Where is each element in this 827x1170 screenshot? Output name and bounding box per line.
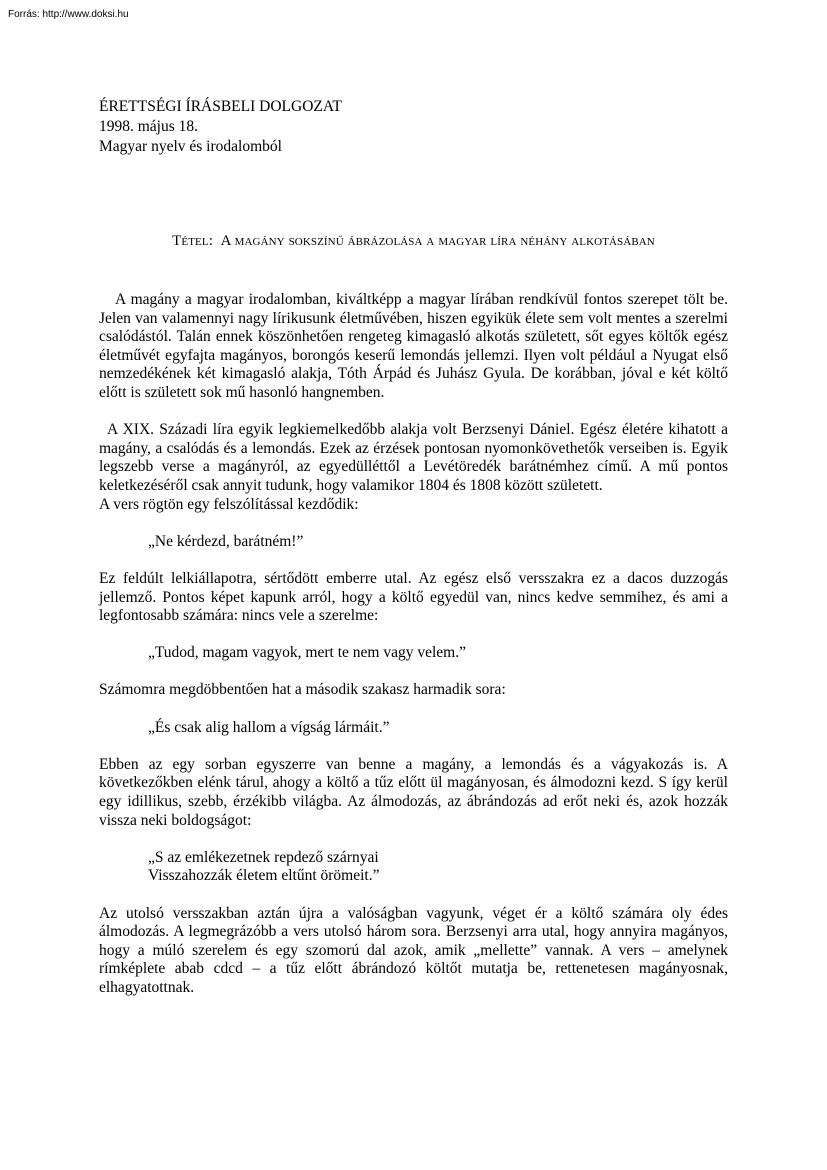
essay-body <box>99 291 728 998</box>
quote-4-line-2: Visszahozzák életem eltűnt örömeit.” <box>148 867 380 885</box>
paragraph-5: Ebben az egy sorban egyszerre van benne a magány, a lemondás és a vágyakozás is. A következőkben elénk tárul, ahogy a költő a tűz előtt ül magányosan, és álmodozni kezd. S így kerül egy idillikus, szebb, érzékibb világba. Az álmodozás, az ábrándozás ad erőt neki és, azok hozzák vissza neki boldogságot: <box>99 755 728 829</box>
paragraph-6: Az utolsó versszakban aztán újra a valóságban vagyunk, véget ér a költő számára oly édes álmodozás. A legmegrázóbb a vers utolsó három sora. Berzsenyi arra utal, hogy annyira magányos, hogy a múló szerelem és egy szomorú dal azok, amik „mellette” vannak. A vers – amelynek rímképlete abab cdcd – a tűz előtt ábrándozó költőt mutatja be, rettenetesen magányosnak, elhagyatottnak. <box>99 904 728 996</box>
header-subject: Magyar nyelv és irodalomból <box>99 138 282 155</box>
paragraph-3: Ez feldúlt lelkiállapotra, sértődött emberre utal. Az egész első versszakra ez a dacos duzzogás jellemző. Pontos képet kapunk arról, hogy a költő egyedül van, nincs kedve semmihez, és ami a legfontosabb számára: nincs vele a szerelme: <box>99 569 728 625</box>
document-header <box>99 97 342 157</box>
quote-2: „Tudod, magam vagyok, mert te nem vagy velem.” <box>148 644 466 662</box>
paragraph-4: Számomra megdöbbentően hat a második szakasz harmadik sora: <box>99 681 506 699</box>
paragraph-2: A XIX. Századi líra egyik legkiemelkedőbb alakja volt Berzsenyi Dániel. Egész életére kihatott a magány, a csalódás és a lemondás. Ezek az érzések pontosan nyomonkövethetők verseiben is. Egyik legszebb verse a magányról, az egyedülléttől a Levétöredék barátnémhez című. A mű pontos keletkezéséről csak annyit tudunk, hogy valamikor 1804 és 1808 között született. <box>99 421 728 494</box>
quote-1: „Ne kérdezd, barátném!” <box>148 532 304 550</box>
header-date: 1998. május 18. <box>99 118 199 135</box>
quote-4-line-1: „S az emlékezetnek repdező szárnyai <box>148 848 379 866</box>
essay-title <box>0 233 827 250</box>
header-title: ÉRETTSÉGI ÍRÁSBELI DOLGOZAT <box>99 98 342 115</box>
paragraph-2b: A vers rögtön egy felszólítással kezdődik: <box>99 495 359 513</box>
quote-3: „És csak alig hallom a vígság lármáit.” <box>148 718 390 736</box>
paragraph-1: A magány a magyar irodalomban, kiváltképp a magyar lírában rendkívül fontos szerepet tölt be. Jelen van valamennyi nagy lírikusunk életművében, hiszen egyikük élete sem volt mentes a szerelmi csalódástól. Talán ennek köszönhetően rengeteg kimagasló alkotás született, sőt egyes költők egész életművét egyfajta magányos, borongós keserű lemondás jellemzi. Ilyen volt például a Nyugat első nemzedékének két kimagasló alakja, Tóth Árpád és Juhász Gyula. De korábban, jóval e két költő előtt is született sok mű hasonló hangnemben. <box>99 291 728 401</box>
source-note: Forrás: http://www.doksi.hu <box>8 9 129 20</box>
title-label: Tétel: <box>172 233 213 249</box>
title-text: A magány sokszínű ábrázolása a magyar líra néhány alkotásában <box>220 233 655 249</box>
